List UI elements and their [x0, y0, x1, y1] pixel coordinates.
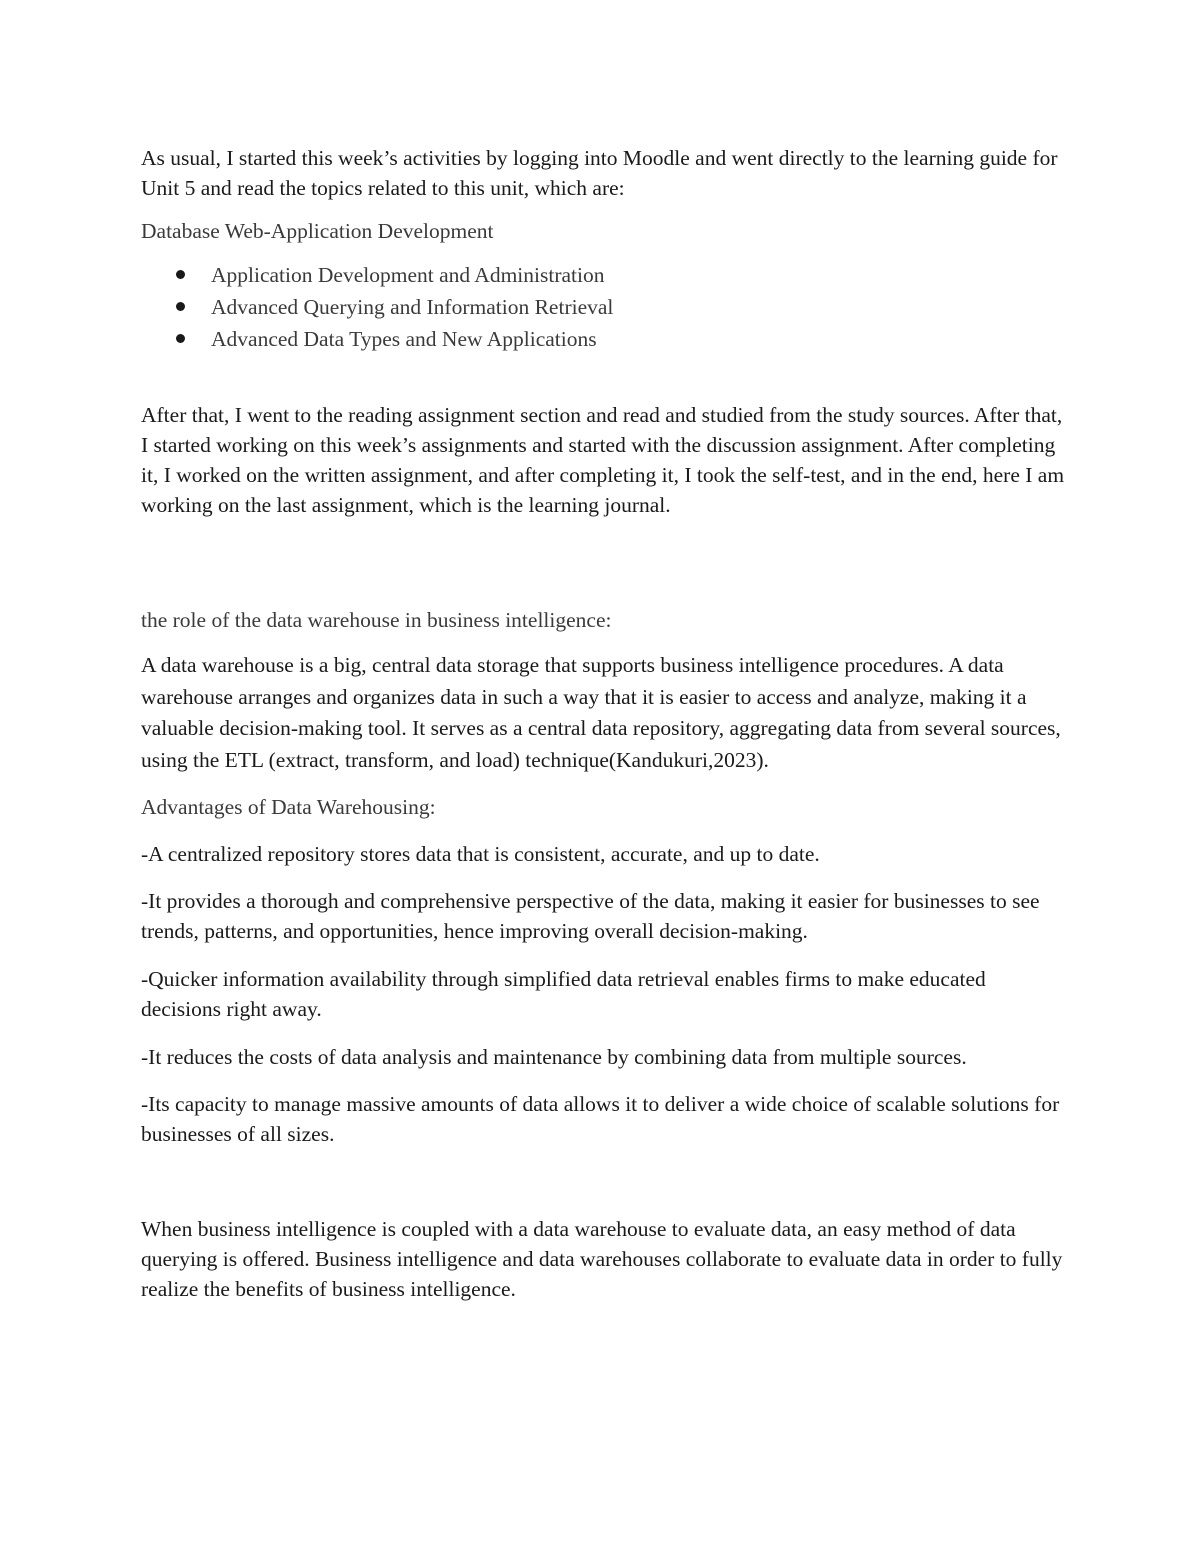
topic-list	[141, 259, 1041, 355]
topic-heading: Database Web-Application Development	[141, 219, 494, 243]
advantage-item: -Quicker information availability through simplified data retrieval enables firms to make educated decisions right away.	[141, 967, 986, 1021]
topic-text: Advanced Data Types and New Applications	[211, 327, 597, 351]
advantage-item: -Its capacity to manage massive amounts of data allows it to deliver a wide choice of scalable solutions for businesses of all sizes.	[141, 1092, 1060, 1146]
bullet-icon	[176, 334, 185, 343]
closing-paragraph: When business intelligence is coupled with a data warehouse to evaluate data, an easy method of data querying is offered. Business intelligence and data warehouses collaborate to evaluate data in order to fully realize the benefits of business intelligence.	[141, 1217, 1063, 1301]
advantage-item: -It reduces the costs of data analysis and maintenance by combining data from multiple sources.	[141, 1045, 967, 1069]
bullet-icon	[176, 302, 185, 311]
intro-paragraph: As usual, I started this week’s activities by logging into Moodle and went directly to the learning guide for Unit 5 and read the topics related to this unit, which are:	[141, 146, 1058, 200]
advantage-item: -It provides a thorough and comprehensive perspective of the data, making it easier for businesses to see trends, patterns, and opportunities, hence improving overall decision-making.	[141, 889, 1040, 943]
activities-paragraph: After that, I went to the reading assignment section and read and studied from the study sources. After that, I started working on this week’s assignments and started with the discussion assignment. After completing it, I worked on the written assignment, and after completing it, I took the self-test, and in the end, here I am working on the last assignment, which is the learning journal.	[141, 403, 1065, 517]
bullet-icon	[176, 270, 185, 279]
topic-text: Advanced Querying and Information Retrieval	[211, 295, 614, 319]
data-warehouse-paragraph: A data warehouse is a big, central data storage that supports business intelligence procedures. A data warehouse arranges and organizes data in such a way that it is easier to access and analyze, making it a valuable decision-making tool. It serves as a central data repository, aggregating data from several sources, using the ETL (extract, transform, and load) technique(Kandukuri,2023).	[141, 653, 1061, 772]
advantage-item: -A centralized repository stores data that is consistent, accurate, and up to date.	[141, 842, 820, 866]
role-heading: the role of the data warehouse in business intelligence:	[141, 608, 612, 632]
list-item	[141, 291, 1041, 323]
list-item	[141, 259, 1041, 291]
advantages-heading: Advantages of Data Warehousing:	[141, 795, 436, 819]
list-item	[141, 323, 1041, 355]
topic-text: Application Development and Administration	[211, 263, 605, 287]
